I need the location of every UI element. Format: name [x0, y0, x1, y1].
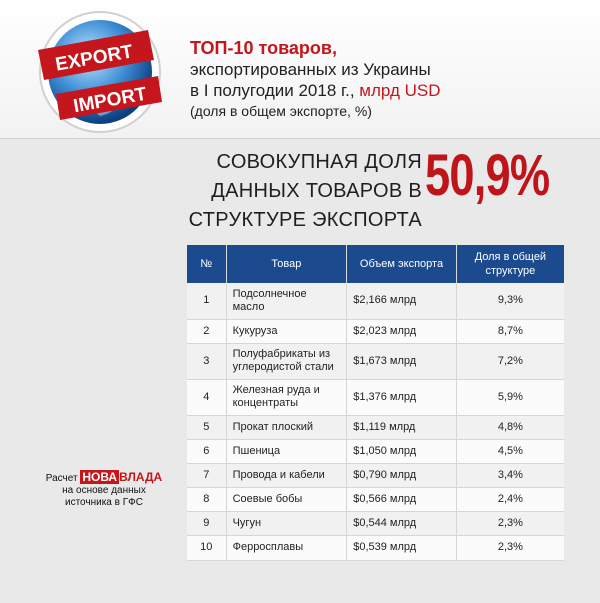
- header-product: Товар: [226, 245, 347, 283]
- table-row: [187, 487, 564, 511]
- cell-number: 10: [187, 535, 226, 560]
- cell-share: 4,8%: [456, 415, 564, 439]
- cell-volume: $0,790 млрд: [347, 463, 457, 487]
- cell-number: 6: [187, 439, 226, 463]
- cell-product: Соевые бобы: [226, 487, 347, 511]
- cell-product: Железная руда и концентраты: [226, 379, 347, 415]
- cell-number: 2: [187, 319, 226, 343]
- cell-volume: $1,119 млрд: [347, 415, 457, 439]
- cell-share: 4,5%: [456, 439, 564, 463]
- cell-product: Кукуруза: [226, 319, 347, 343]
- top10-table: [187, 245, 564, 561]
- header-volume: Объем экспорта: [347, 245, 457, 283]
- table-row: [187, 343, 564, 379]
- credit-line-2: на основе данных: [62, 485, 146, 496]
- cell-volume: $1,050 млрд: [347, 439, 457, 463]
- table-row: [187, 535, 564, 560]
- header-number: №: [187, 245, 226, 283]
- summary-value: 50,9%: [425, 143, 550, 208]
- credit-line-1: [44, 471, 164, 485]
- table-row: [187, 415, 564, 439]
- summary-caption: [160, 148, 422, 235]
- cell-number: 3: [187, 343, 226, 379]
- source-credit: [44, 471, 164, 509]
- cell-product: Чугун: [226, 511, 347, 535]
- summary-line-2: ДАННЫХ ТОВАРОВ В: [211, 180, 422, 202]
- cell-volume: $2,166 млрд: [347, 283, 457, 319]
- cell-share: 3,4%: [456, 463, 564, 487]
- cell-share: 9,3%: [456, 283, 564, 319]
- table-row: [187, 379, 564, 415]
- title-line-3-main: в I полугодии 2018 г.,: [190, 81, 360, 100]
- cell-product: Прокат плоский: [226, 415, 347, 439]
- cell-number: 9: [187, 511, 226, 535]
- brand-logo: [80, 471, 162, 485]
- table-row: [187, 319, 564, 343]
- cell-volume: $0,539 млрд: [347, 535, 457, 560]
- table-row: [187, 283, 564, 319]
- summary-line-1: СОВОКУПНАЯ ДОЛЯ: [216, 151, 422, 173]
- cell-number: 4: [187, 379, 226, 415]
- table-row: [187, 439, 564, 463]
- logo-bottom-text: IMPORT: [71, 83, 149, 118]
- cell-number: 8: [187, 487, 226, 511]
- cell-share: 8,7%: [456, 319, 564, 343]
- cell-volume: $1,673 млрд: [347, 343, 457, 379]
- brand-part-1: НОВА: [82, 470, 118, 484]
- credit-prefix: Расчет: [45, 473, 78, 484]
- table-header-row: [187, 245, 564, 283]
- table-row: [187, 463, 564, 487]
- title-unit: млрд USD: [359, 81, 441, 100]
- export-import-logo: [30, 8, 170, 136]
- cell-volume: $0,566 млрд: [347, 487, 457, 511]
- brand-part-2: ВЛАДА: [119, 470, 163, 484]
- globe-icon: [30, 8, 170, 136]
- cell-share: 2,3%: [456, 511, 564, 535]
- cell-volume: $0,544 млрд: [347, 511, 457, 535]
- title-line-2: экспортированных из Украины: [190, 60, 431, 79]
- cell-volume: $1,376 млрд: [347, 379, 457, 415]
- cell-share: 2,4%: [456, 487, 564, 511]
- cell-share: 7,2%: [456, 343, 564, 379]
- summary-line-3: СТРУКТУРЕ ЭКСПОРТА: [188, 209, 422, 231]
- cell-number: 7: [187, 463, 226, 487]
- logo-top-text: EXPORT: [53, 41, 135, 76]
- table-row: [187, 511, 564, 535]
- cell-share: 5,9%: [456, 379, 564, 415]
- page-title: [190, 38, 441, 122]
- header-share: Доля в общей структуре: [456, 245, 564, 283]
- credit-line-3: источника в ГФС: [65, 497, 143, 508]
- title-line-1: ТОП-10 товаров,: [190, 38, 337, 58]
- cell-product: Ферросплавы: [226, 535, 347, 560]
- header: [0, 0, 600, 139]
- cell-product: Подсолнечное масло: [226, 283, 347, 319]
- cell-number: 1: [187, 283, 226, 319]
- title-note: (доля в общем экспорте, %): [190, 103, 372, 119]
- title-line-3: [190, 80, 441, 101]
- cell-product: Провода и кабели: [226, 463, 347, 487]
- cell-product: Пшеница: [226, 439, 347, 463]
- cell-number: 5: [187, 415, 226, 439]
- cell-share: 2,3%: [456, 535, 564, 560]
- cell-volume: $2,023 млрд: [347, 319, 457, 343]
- cell-product: Полуфабрикаты из углеродистой стали: [226, 343, 347, 379]
